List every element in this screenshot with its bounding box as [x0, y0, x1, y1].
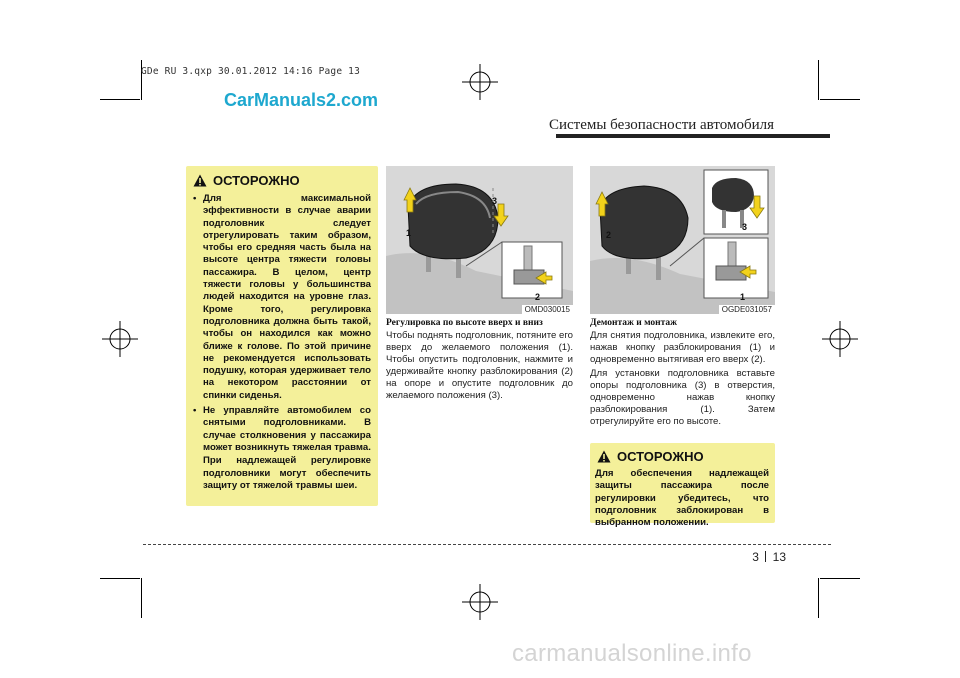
registration-mark-left [102, 321, 138, 357]
figure-headrest-removal [590, 166, 775, 314]
removal-heading: Демонтаж и монтаж [590, 318, 678, 328]
warning-bullet: • Не управляйте автомобилем со снятыми подголовниками. В случае столкновения у пассажира может возникнуть тяжелая травма. [191, 405, 371, 454]
adjust-text: Чтобы поднять подголовник, потяните его вверх до желаемого положения (1). Чтобы опустить подголовник, нажмите и удерживайте кнопку разблокирования (2) на опоре и опустите подголовник до желаемого положения (3). [386, 330, 574, 401]
removal-text-1: Для снятия подголовника, извлеките его, нажав кнопку разблокирования (1) и одновременно вытягивая его вверх (2). [590, 330, 775, 365]
warning-triangle-icon [193, 174, 207, 187]
registration-mark-right [822, 321, 858, 357]
callout-2: 2 [535, 292, 541, 302]
warning-bullet: • Для максимальной эффективности в случае аварии подголовник следует отрегулировать таким образом, чтобы его средняя часть была на высоте центра тяжести головы пассажира. В целом, центр тяжести головы у большинства людей находится на уровне глаз. Кроме того, регулировка подголовника должна быть такой, чтобы он находился как можно ближе к голове. По этой причине не рекомендуется использовать подушку, которая удерживает тело на некотором расстоянии от спинки сиденья. [191, 193, 371, 402]
registration-mark-bottom [462, 584, 498, 620]
page-number-value: 13 [772, 550, 786, 564]
section-title: Системы безопасности автомобиля [548, 117, 774, 133]
callout-3: 3 [742, 222, 748, 232]
figure-headrest-adjust [386, 166, 573, 314]
header-rule [556, 134, 830, 138]
print-slug: GDe RU 3.qxp 30.01.2012 14:16 Page 13 [141, 66, 361, 77]
figure-code: OGDE031057 [719, 305, 775, 314]
callout-1: 1 [406, 228, 412, 238]
removal-section [590, 318, 775, 428]
callout-2: 2 [606, 230, 612, 240]
adjust-heading: Регулировка по высоте вверх и вниз [386, 318, 543, 328]
watermark: carmanualsonline.info [512, 640, 752, 667]
warning-box-left [186, 166, 378, 506]
warning-text: Для обеспечения надлежащей защиты пассажира после регулировки убедитесь, что подголовник заблокирован в выбранном положении. [595, 468, 769, 529]
page-number [752, 550, 786, 564]
removal-text-2: Для установки подголовника вставьте опоры подголовника (3) в отверстия, одновременно нажав кнопку разблокирования (1). Затем отрегулируйте его по высоте. [590, 368, 775, 427]
site-logo[interactable]: CarManuals2.com [224, 90, 379, 110]
registration-mark-top [462, 64, 498, 100]
warning-heading [193, 173, 300, 188]
warning-triangle-icon [597, 450, 611, 463]
warning-heading-text: ОСТОРОЖНО [213, 173, 300, 188]
callout-1: 1 [740, 292, 746, 302]
figure-code: OMD030015 [522, 305, 573, 314]
warning-heading [597, 449, 704, 464]
headrest-removal-illustration [590, 166, 775, 314]
adjust-section [386, 318, 573, 402]
warning-box-right [590, 443, 775, 529]
chapter-number: 3 [752, 550, 759, 564]
warning-extra: При надлежащей регулировке подголовники могут обеспечить защиту от тяжелой травмы шеи. [203, 455, 371, 491]
footer-rule [143, 544, 831, 545]
headrest-adjust-illustration [386, 166, 573, 314]
callout-3: 3 [492, 196, 498, 206]
warning-heading-text: ОСТОРОЖНО [617, 449, 704, 464]
